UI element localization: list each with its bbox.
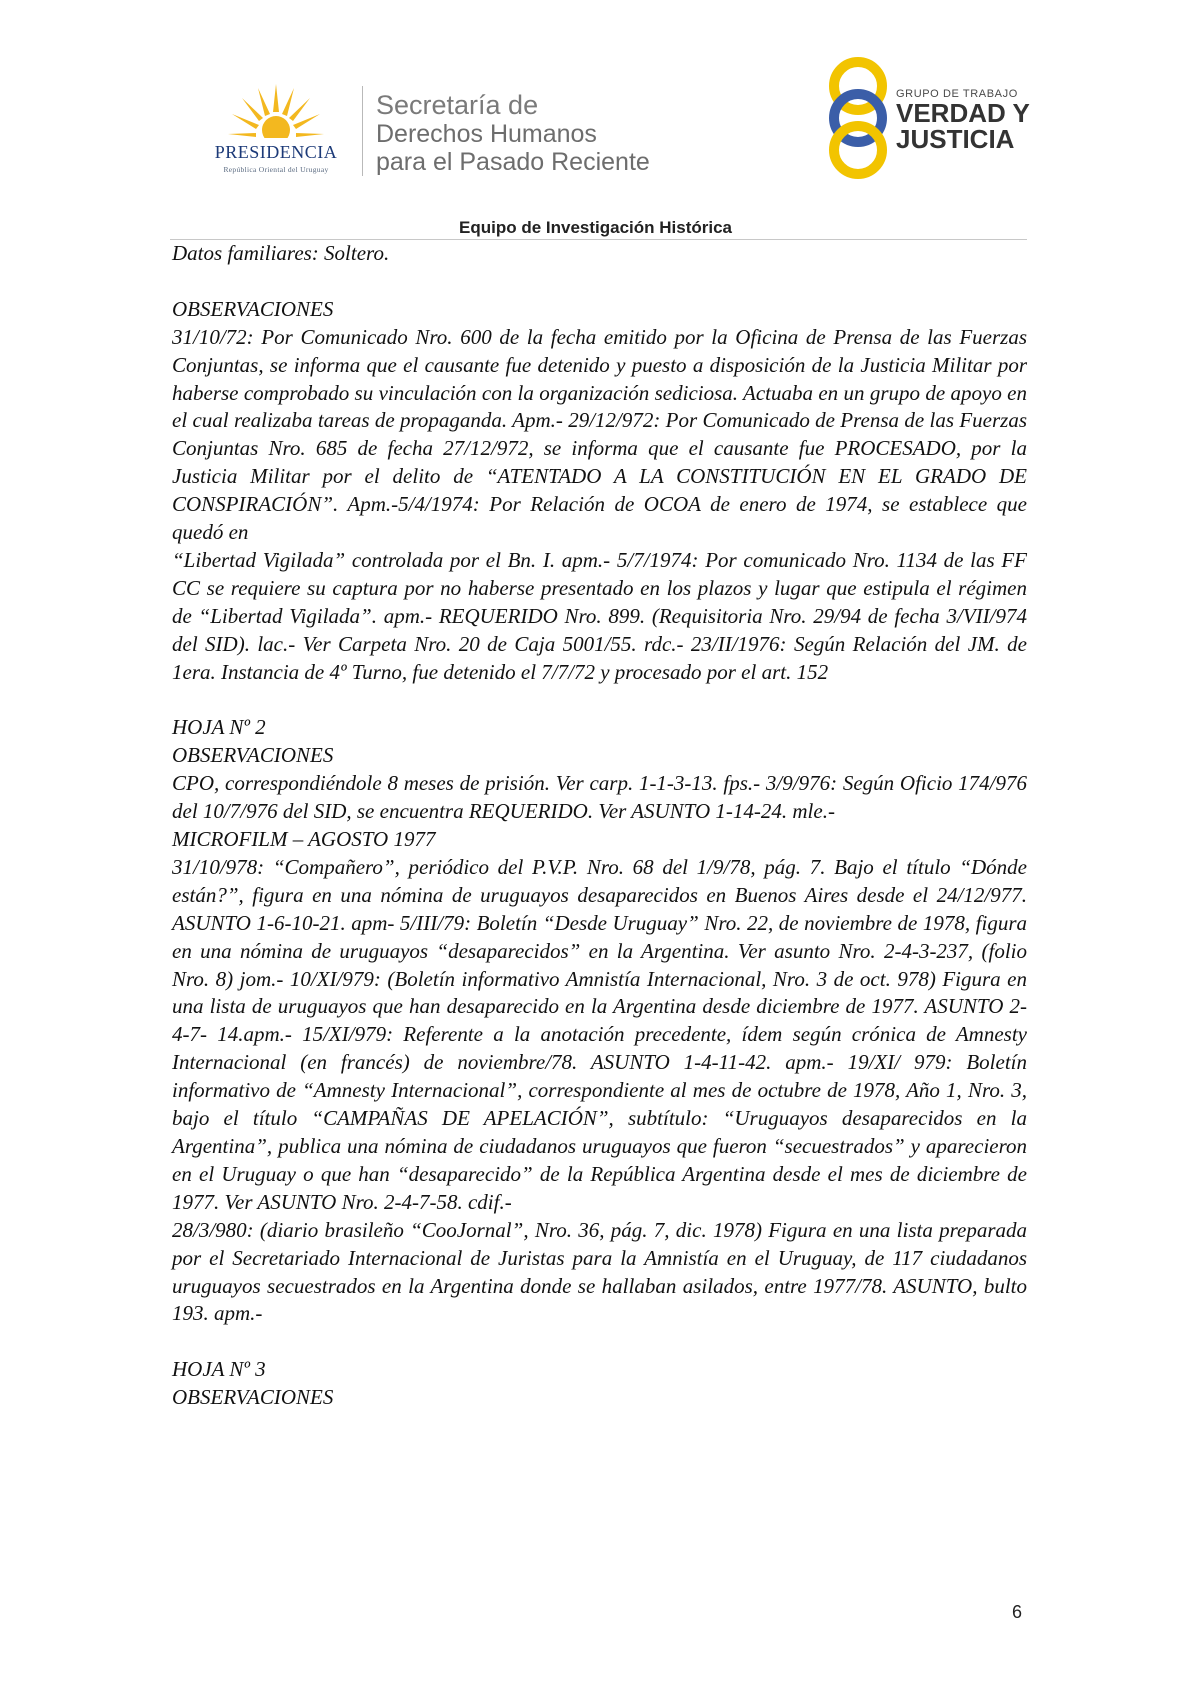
logo-divider [362,86,363,176]
observaciones-heading: OBSERVACIONES [172,296,334,321]
datos-familiares: Datos familiares: Soltero. [172,241,390,265]
secretaria-line-3: para el Pasado Reciente [376,148,650,176]
verdad-justicia-logo [822,56,1032,181]
hoja-2-heading: HOJA Nº 2 [172,715,266,740]
document-title: Equipo de Investigación Histórica [459,218,732,237]
spacer [172,268,1027,296]
sun-emblem-icon [228,82,324,142]
hoja-2-paragraph-3: 28/3/980: (diario brasileño “CooJornal”, Nro. 36, pág. 7, dic. 1978) Figura en una lista preparada por el Secretariado Internacional de Juristas para la Amnistía en el Uruguay, de 117 ciudadanos uruguayos secuestrados en la Argentina donde se hallaban asilados, entre 1977/78. ASUNTO, bulto 193. apm.- [172,1217,1027,1326]
presidencia-subtitle: República Oriental del Uruguay [223,165,329,174]
hoja-2-paragraph-1: CPO, correspondiéndole 8 meses de prisión. Ver carp. 1-1-3-13. fps.- 3/9/976: Según Oficio 174/976 del 10/7/976 del SID, se encuentra REQUERIDO. Ver ASUNTO 1-14-24. mle.- [172,771,1027,824]
gtvj-small-label: GRUPO DE TRABAJO [896,88,1018,100]
presidencia-logo [196,82,356,182]
linked-rings-icon [822,56,894,181]
hoja-3-heading: HOJA Nº 3 [172,1357,266,1382]
hoja-3-observaciones-heading: OBSERVACIONES [172,1385,334,1410]
presidencia-name: PRESIDENCIA [214,142,338,162]
microfilm-heading: MICROFILM – AGOSTO 1977 [172,827,436,851]
gtvj-big-label-1: VERDAD Y [896,98,1030,128]
observaciones-paragraph-1: 31/10/72: Por Comunicado Nro. 600 de la fecha emitido por la Oficina de Prensa de las Fuerzas Conjuntas, se informa que el causante fue detenido y puesto a disposición de la Justicia Militar por haberse comprobado su vinculación con la organización sediciosa. Actuaba en un grupo de apoyo en el cual realizaba tareas de propaganda. Apm.- 29/12/972: Por Comunicado de Prensa de las Fuerzas Conjuntas Nro. 685 de fecha 27/12/972, se informa que el causante fue PROCESADO, por la Justicia Militar por el delito de “ATENTADO A LA CONSTITUCIÓN EN EL GRADO DE CONSPIRACIÓN”. Apm.-5/4/1974: Por Relación de OCOA de enero de 1974, se establece que quedó en [172,324,1027,545]
observaciones-paragraph-2: “Libertad Vigilada” controlada por el Bn. I. apm.- 5/7/1974: Por comunicado Nro. 1134 de las FF CC se requiere su captura por no haberse presentado en los plazos y lugar que estipula el régimen de “Libertad Vigilada”. apm.- REQUERIDO Nro. 899. (Requisitoria Nro. 29/94 de fecha 3/VII/974 del SID). lac.- Ver Carpeta Nro. 20 de Caja 5001/55. rdc.- 23/II/1976: Según Relación del JM. de 1era. Instancia de 4º Turno, fue detenido el 7/7/72 y procesado por el art. 152 [172,547,1027,684]
secretaria-line-2: Derechos Humanos [376,120,597,148]
secretaria-line-1: Secretaría de [376,90,539,120]
hoja-2-observaciones-heading: OBSERVACIONES [172,743,334,768]
document-body [172,240,1027,1412]
gtvj-big-label-2: JUSTICIA [896,124,1015,154]
secretaria-logo-text [376,90,650,176]
page-number: 6 [1012,1602,1023,1622]
hoja-2-paragraph-2: 31/10/978: “Compañero”, periódico del P.V.P. Nro. 68 del 1/9/78, pág. 7. Bajo el título “Dónde están?”, figura en una nómina de uruguayos desaparecidos en Buenos Aires desde el 24/12/977. ASUNTO 1-6-10-21. apm- 5/III/79: Boletín “Desde Uruguay” Nro. 22, de noviembre de 1978, figura en una nómina de uruguayos “desaparecidos” en la Argentina. Ver asunto Nro. 2-4-3-237, (folio Nro. 8) jom.- 10/XI/979: (Boletín informativo Amnistía Internacional, Nro. 3 de oct. 978) Figura en una lista de uruguayos que han desaparecido en la Argentina desde diciembre de 1977. ASUNTO 2-4-7- 14.apm.- 15/XI/979: Referente a la anotación precedente, ídem según crónica de Amnesty Internacional (en francés) de noviembre/78. ASUNTO 1-4-11-42. apm.- 19/XI/ 979: Boletín informativo de “Amnesty Internacional”, correspondiente al mes de octubre de 1978, Año 1, Nro. 3, bajo el título “CAMPAÑAS DE APELACIÓN”, subtítulo: “Uruguayos desaparecidos en la Argentina”, publica una nómina de ciudadanos uruguayos que fueron “secuestrados” y aparecieron en el Uruguay o que han “desaparecido” de la República Argentina desde el mes de diciembre de 1977. Ver ASUNTO Nro. 2-4-7-58. cdif.- [172,854,1027,1214]
spacer [172,1328,1027,1356]
spacer [172,686,1027,714]
